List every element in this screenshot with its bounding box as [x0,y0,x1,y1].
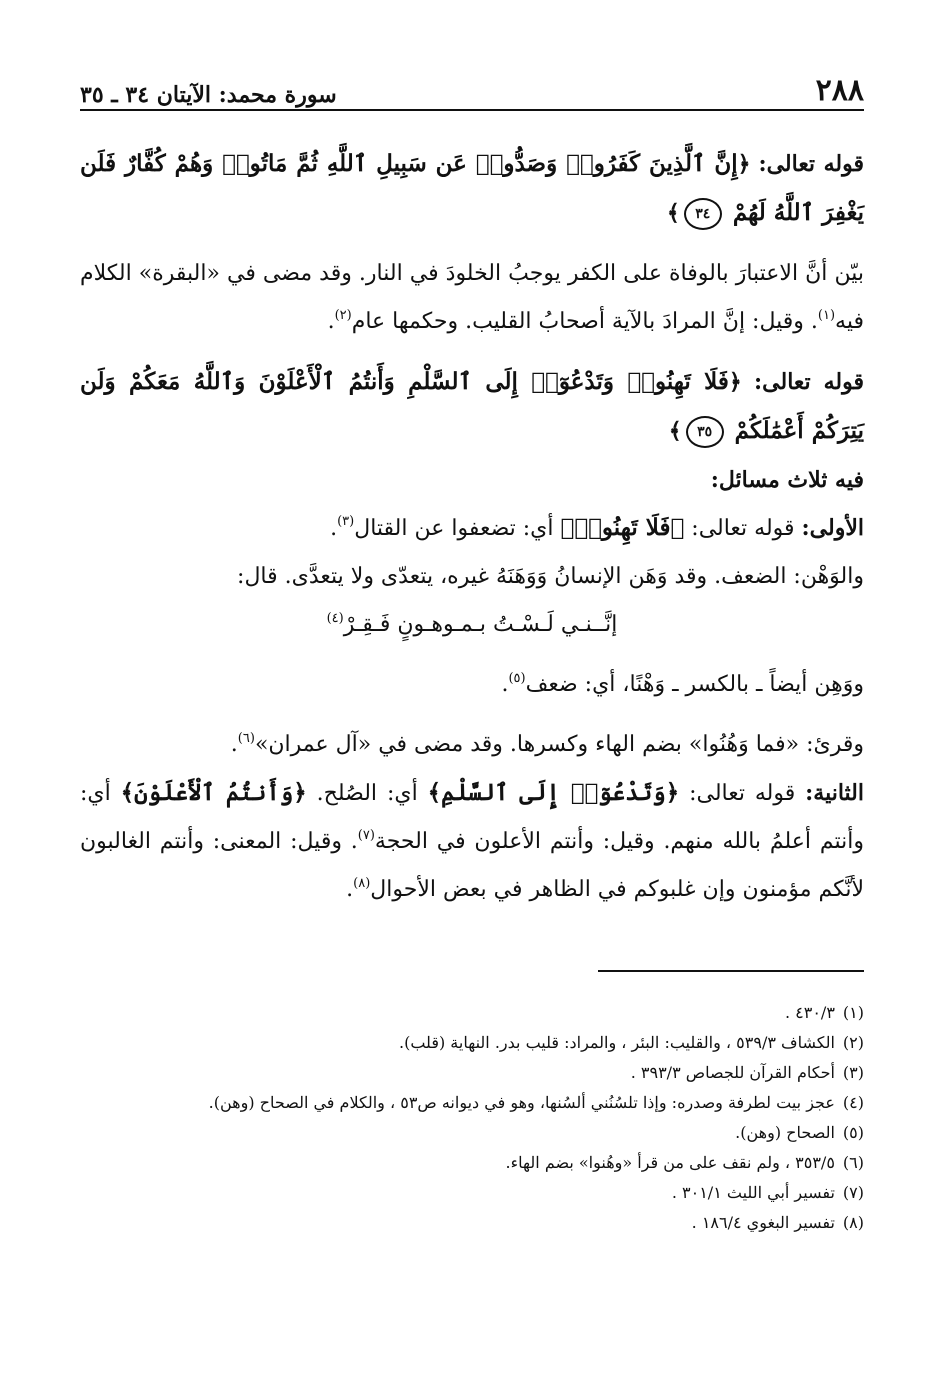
reading-end: . [230,732,238,757]
paragraph-1-text-3: . [327,309,335,334]
issue-second-quote-1: ﴿وَتَدْعُوٓا۟ إِلَى ٱلسَّلْمِ﴾ [427,779,680,806]
footnote-text: الصحاح (وهن). [735,1123,835,1142]
poem-text: إنَّــنـي لَـسْـتُ بـمـوهـونٍ فَـقِـرْ [343,612,618,637]
verse-34-lead: قوله تعالى: [758,151,864,177]
ayah-number-34: ٣٤ [684,198,722,230]
paragraph-1-text-1: بيّن أنَّ الاعتبارَ بالوفاة على الكفر يوجبُ الخلودَ في النار. وقد مضى في «البقرة» الكلام فيه [80,261,864,334]
issue-second-text-5: . [346,877,354,902]
issue-second-text-2: أي: الصُلح. [316,781,418,806]
footnote-ref-3: (٣) [337,514,355,529]
footnote [80,1028,864,1058]
page-header [80,68,864,108]
footnote-text: أحكام القرآن للجصاص ٣٩٣/٣ . [630,1063,835,1082]
issue-second-text-3: أي: وأنتم أعلمُ بالله منهم. وقيل: وأنتم الأعلون في الحجة [80,781,864,854]
footnote-text: عجز بيت لطرفة وصدره: وإذا تلسُنُني ألسُنها، وهو في ديوانه ص٥٣ ، والكلام في الصحاح (وهن). [208,1093,835,1112]
verse-34-text: إِنَّ ٱلَّذِينَ كَفَرُوا۟ وَصَدُّوا۟ عَن سَبِيلِ ٱللَّهِ ثُمَّ مَاتُوا۟ وَهُمْ كُفَّارٌ فَلَن يَغْفِرَ ٱللَّهُ لَهُمْ [80,150,864,226]
footnote [80,998,864,1028]
verse-35-open-bracket: ﴿ [728,369,742,395]
footnote [80,1088,864,1118]
wahin-paragraph [80,661,864,709]
poem-line [80,601,864,649]
footnote [80,1178,864,1208]
issue-first-text-1: قوله تعالى: [691,516,795,541]
footnote-text: ٤٣٠/٣ . [784,1003,835,1022]
footnote-number: (٦) [842,1153,864,1172]
verse-35-close-bracket: ﴾ [668,418,682,444]
footnote-number: (٣) [842,1063,864,1082]
footnote [80,1118,864,1148]
wahin-end: . [501,672,509,697]
footnotes [80,998,864,1238]
verse-35 [80,358,864,456]
verse-35-text: فَلَا تَهِنُوا۟ وَتَدْعُوٓا۟ إِلَى ٱلسَّلْمِ وَأَنتُمُ ٱلْأَعْلَوْنَ وَٱللَّهُ مَعَكُمْ وَلَن يَتِرَكُمْ أَعْمَٰلَكُمْ [80,368,864,444]
footnote-ref-8: (٨) [353,876,371,891]
issue-second [80,769,864,914]
ayah-number-35: ٣٥ [686,416,724,448]
footnote-text: تفسير أبي الليث ٣٠١/١ . [671,1183,835,1202]
footnote-number: (٥) [842,1123,864,1142]
footnote-number: (٤) [842,1093,864,1112]
wahn-paragraph: والوَهْن: الضعف. وقد وَهَن الإنسانُ وَوَهَنَهُ غيره، يتعدّى ولا يتعدَّى. قال: [237,564,864,589]
footnote-number: (٧) [842,1183,864,1202]
issue-first-lead: الأولى: [801,515,864,541]
issue-first [80,504,864,553]
header-rule [80,109,864,111]
footnote-ref-5: (٥) [508,671,526,686]
paragraph-1-text-2: . وقيل: إنَّ المرادَ بالآية أصحابُ القليب. وحكمها عام [351,309,818,334]
verse-34-open-bracket: ﴿ [737,151,751,177]
issue-first-text-2: أي: تضعفوا عن القتال [354,516,554,541]
footnote-ref-7: (٧) [357,828,375,843]
issue-first-text-3: . [330,516,338,541]
paragraph-1 [80,250,864,346]
footnote [80,1148,864,1178]
footnote-ref-2: (٢) [334,308,352,323]
main-text [80,140,864,914]
page-number: ٢٨٨ [815,73,864,108]
footnote-number: (٢) [842,1033,864,1052]
verse-35-lead: قوله تعالى: [754,369,865,395]
issue-second-text-4: . وقيل: المعنى: وأنتم الغالبون لأنَّكم مؤمنون وإن غلبوكم في الظاهر في بعض الأحوال [80,829,864,902]
reading-text: وقرئ: «فما وَهُنُوا» بضم الهاء وكسرها. وقد مضى في «آل عمران» [254,732,864,757]
wahin-text: ووَهِن أيضاً ـ بالكسر ـ وَهْنًا، أي: ضعف [525,672,864,697]
footnote [80,1208,864,1238]
footnote-text: تفسير البغوي ١٨٦/٤ . [691,1213,835,1232]
issue-second-text-1: قوله تعالى: [689,781,796,806]
footnote-number: (١) [842,1003,864,1022]
verse-34 [80,140,864,238]
footnote-ref-6: (٦) [237,731,255,746]
verse-34-close-bracket: ﴾ [666,200,680,226]
footnote-separator [598,970,864,972]
footnote [80,1058,864,1088]
issue-first-quote: ﴿فَلَا تَهِنُوا۟﴾ [560,514,685,541]
footnote-ref-1: (١) [817,308,836,323]
issues-heading: فيه ثلاث مسائل: [710,467,864,493]
running-title: سورة محمد: الآيتان ٣٤ ـ ٣٥ [80,82,337,108]
issue-second-lead: الثانية: [805,780,864,806]
footnote-text: الكشاف ٥٣٩/٣ ، والقليب: البئر ، والمراد: قليب بدر. النهاية (قلب). [398,1033,835,1052]
issue-second-quote-2: ﴿وَأَنتُمُ ٱلْأَعْلَوْنَ﴾ [120,779,307,806]
reading-paragraph [80,721,864,769]
footnote-number: (٨) [842,1213,864,1232]
footnote-text: ٣٥٣/٥ ، ولم نقف على من قرأ «وهُنوا» بضم الهاء. [505,1153,835,1172]
footnote-ref-4: (٤) [326,611,344,626]
